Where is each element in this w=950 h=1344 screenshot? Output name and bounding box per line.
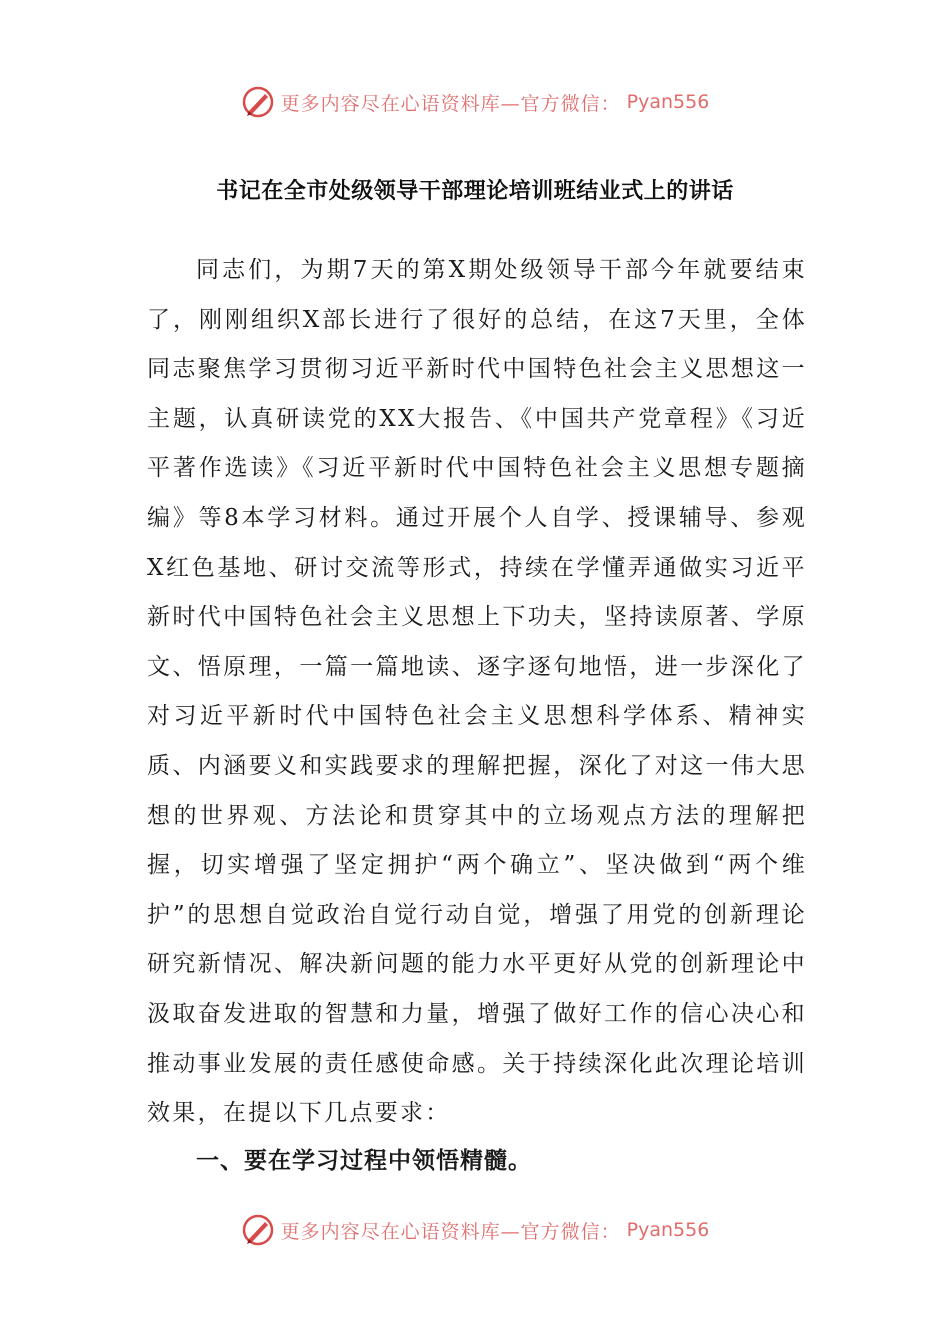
document-title: 书记在全市处级领导干部理论培训班结业式上的讲话 <box>216 179 734 204</box>
wechat-id: Pyan556 <box>626 91 710 113</box>
banner-text: 更多内容尽在心语资料库—官方微信： <box>280 1220 621 1243</box>
pen-logo-icon <box>241 1213 275 1247</box>
footer-banner <box>0 1208 950 1252</box>
banner-text: 更多内容尽在心语资料库—官方微信： <box>280 92 621 115</box>
section-heading: 一、要在学习过程中领悟精髓。 <box>196 1148 532 1174</box>
header-banner <box>0 80 950 124</box>
pen-logo-icon <box>241 85 275 119</box>
body-paragraph: 同志们，为期7天的第X期处级领导干部今年就要结束了，刚刚组织X部长进行了很好的总结，在这7天里，全体同志聚焦学习贯彻习近平新时代中国特色社会主义思想这一主题，认真研读党的XX大报告、《中国共产党章程》《习近平著作选读》《习近平新时代中国特色社会主义思想专题摘编》等8本学习材料。通过开展个人自学、授课辅导、参观X红色基地、研讨交流等形式，持续在学懂弄通做实习近平新时代中国特色社会主义思想上下功夫，坚持读原著、学原文、悟原理，一篇一篇地读、逐字逐句地悟，进一步深化了对习近平新时代中国特色社会主义思想科学体系、精神实质、内涵要义和实践要求的理解把握，深化了对这一伟大思想的世界观、方法论和贯穿其中的立场观点方法的理解把握，切实增强了坚定拥护“两个确立”、坚决做到“两个维护”的思想自觉政治自觉行动自觉，增强了用党的创新理论研究新情况、解决新问题的能力水平更好从党的创新理论中汲取奋发进取的智慧和力量，增强了做好工作的信心决心和推动事业发展的责任感使命感。关于持续深化此次理论培训效果，在提以下几点要求： <box>147 257 807 1127</box>
wechat-id: Pyan556 <box>626 1219 710 1241</box>
